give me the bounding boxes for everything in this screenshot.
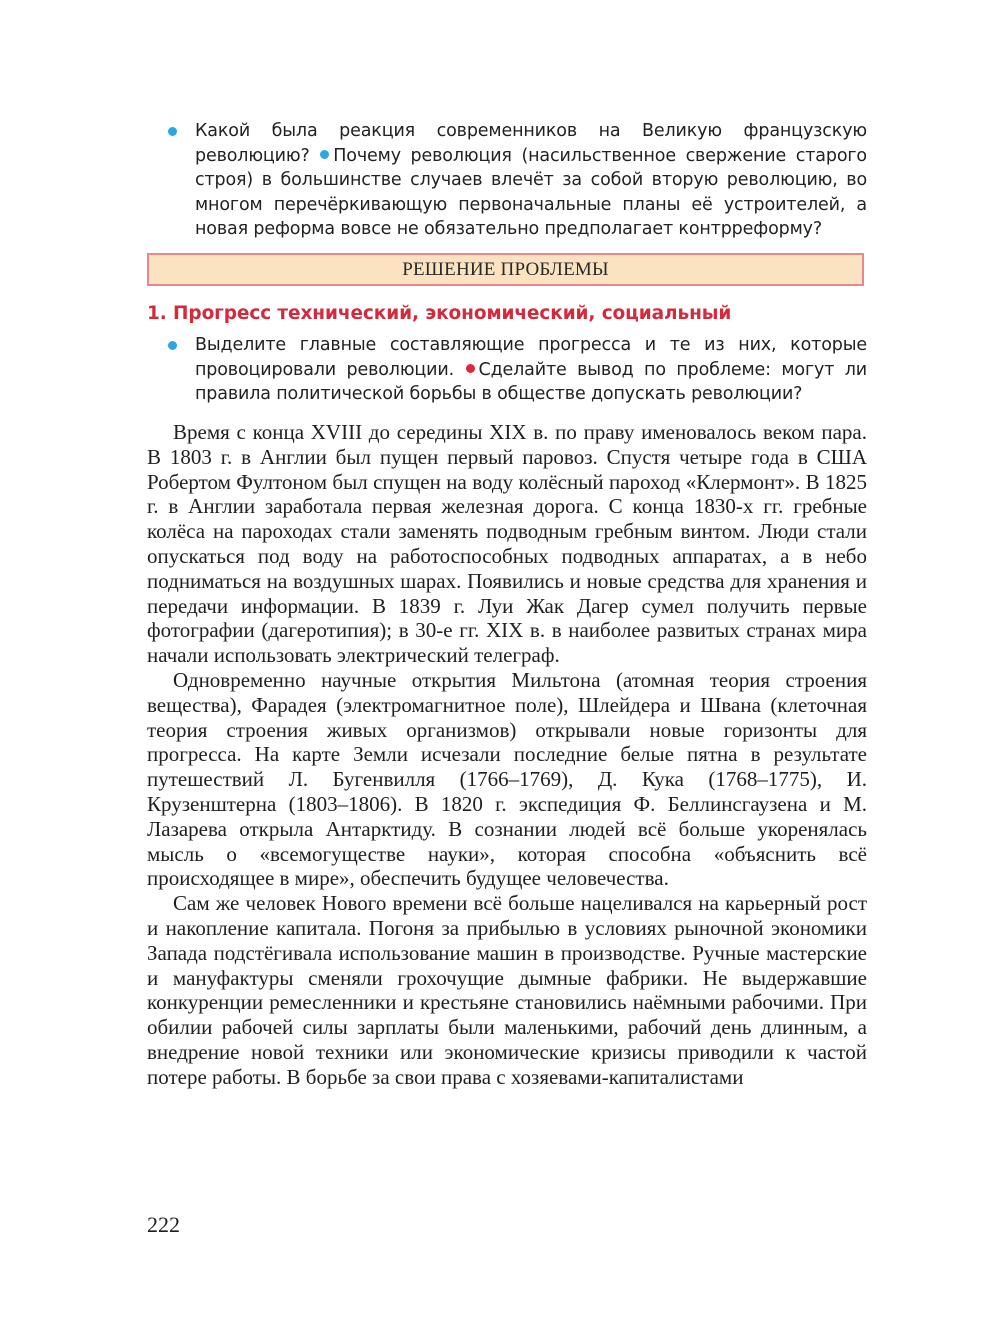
paragraph: Сам же человек Нового времени всё больше нацеливался на карьерный рост и накопление капитала. Погоня за прибылью в условиях рыночной экономики Запада подстёгивала использование машин в производстве. Ручные мастерские и мануфактуры сменяли грохочущие дымные фабрики. Не выдержавшие конкуренции ремесленники и крестьяне становились наёмными рабочими. При обилии рабочей силы зарплаты были маленькими, рабочий день длинным, а внедрение новой техники или экономические кризисы приводили к частой потере работы. В борьбе за свои права с хозяевами-капиталистами [147, 891, 867, 1089]
question-block-top [195, 119, 867, 242]
paragraph: Одновременно научные открытия Мильтона (атомная теория строения вещества), Фарадея (электромагнитное поле), Шлейдера и Швана (клеточная теория строения живых организмов) открывали новые горизонты для прогресса. На карте Земли исчезали последние белые пятна в результате путешествий Л. Бугенвилля (1766–1769), Д. Кука (1768–1775), И. Крузенштерна (1803–1806). В 1820 г. экспедиция Ф. Беллинсгаузена и М. Лазарева открыла Антарктиду. В сознании людей всё больше укоренялась мысль о «всемогуществе науки», которая способна «объяснить всё происходящее в мире», обеспечить будущее человечества. [147, 667, 867, 891]
paragraph: Время с конца XVIII до середины XIX в. по праву именовалось веком пара. В 1803 г. в Англии был пущен первый паровоз. Спустя четыре года в США Робертом Фултоном был спущен на воду колёсный пароход «Клермонт». В 1825 г. в Англии заработала первая железная дорога. С конца 1830-х гг. гребные колёса на пароходах стали заменять подводным гребным винтом. Люди стали опускаться под воду на работоспособных подводных аппаратах, а в небо подниматься на воздушных шарах. Появились и новые средства для хранения и передачи информации. В 1839 г. Луи Жак Дагер сумел получить первые фотографии (дагеротипия); в 30-е гг. XIX в. в наиболее развитых странах мира начали использовать электрический телеграф. [147, 420, 867, 668]
question-text: Какой была реакция современников на Великую французскую революцию? [195, 121, 867, 166]
bullet-icon [320, 150, 329, 159]
question-text: Сделайте вывод по проблеме: могут ли правила политической борьбы в обществе допускать революции? [195, 359, 867, 404]
bullet-icon [168, 127, 177, 136]
section-heading: 1. Прогресс технический, экономический, социальный [147, 303, 732, 324]
page-number: 222 [147, 1212, 180, 1237]
bullet-icon [466, 364, 475, 373]
main-text [147, 420, 867, 1090]
section-banner: РЕШЕНИЕ ПРОБЛЕМЫ [147, 253, 864, 286]
question-block-section [195, 333, 867, 407]
bullet-icon [168, 341, 177, 350]
question-text: Выделите главные составляющие прогресса и те из них, которые провоцировали революции. [195, 335, 867, 380]
question-text: Почему революция (насильственное свержение старого строя) в большинстве случаев влечёт за собой вторую революцию, во многом перечёркивающую первоначальные планы её устроителей, а новая реформа вовсе не обязательно предполагает контрреформу? [195, 145, 867, 239]
